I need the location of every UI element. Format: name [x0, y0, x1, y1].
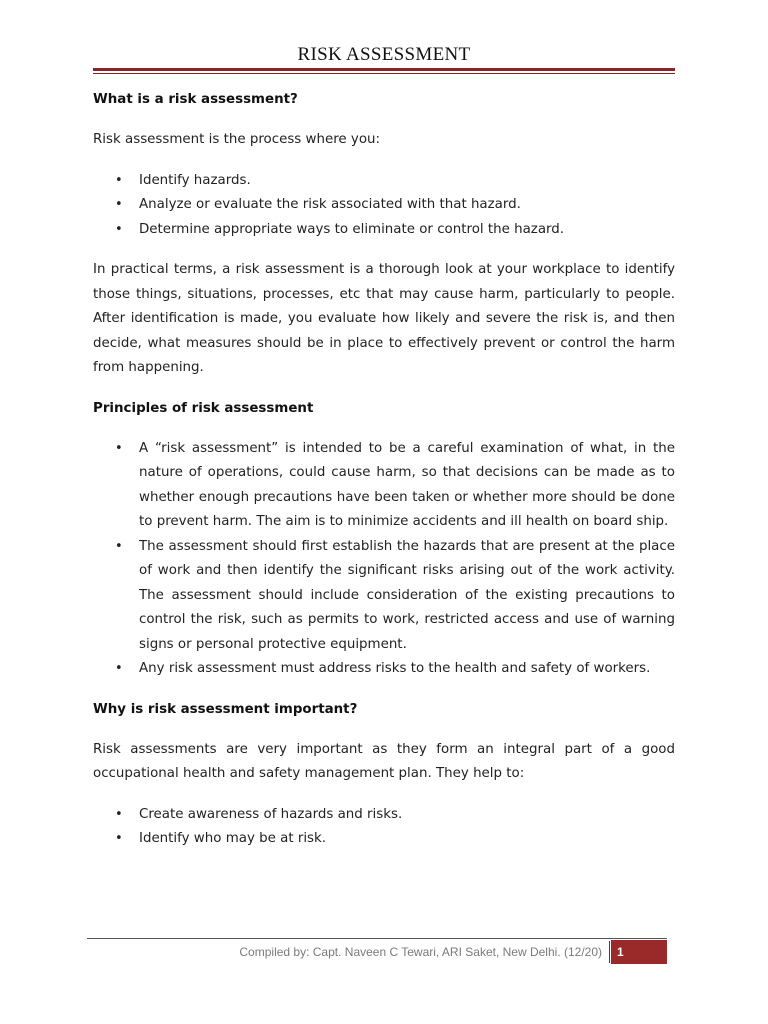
principles-list — [93, 437, 675, 682]
list-item: • Create awareness of hazards and risks. — [93, 803, 675, 828]
why-paragraph: Risk assessments are very important as they form an integral part of a good occupational health and safety management plan. They help to: — [93, 741, 675, 781]
list-item: • Analyze or evaluate the risk associated with that hazard. — [93, 193, 675, 218]
header-rule-thick — [93, 68, 675, 71]
list-item: • A “risk assessment” is intended to be a careful examination of what, in the nature of operations, could cause harm, so that decisions can be made as to whether enough precautions have been taken or whether more should be done to prevent harm. The aim is to minimize accidents and ill health on board ship. — [93, 437, 675, 535]
list-item: • Identify hazards. — [93, 169, 675, 194]
footer-text: Compiled by: Capt. Naveen C Tewari, ARI Saket, New Delhi. (12/20) — [239, 945, 602, 959]
footer-separator — [609, 941, 610, 963]
section-heading-principles: Principles of risk assessment — [93, 400, 314, 416]
benefits-list — [93, 803, 675, 852]
page-number: 1 — [611, 940, 667, 964]
section-heading-why: Why is risk assessment important? — [93, 701, 358, 717]
document-body — [93, 88, 675, 868]
list-item: • Determine appropriate ways to eliminate or control the hazard. — [93, 218, 675, 243]
list-item: • The assessment should first establish the hazards that are present at the place of work and then identify the significant risks arising out of the work activity. The assessment should include consideration of the existing precautions to control the risk, such as permits to work, restricted access and use of warning signs or personal protective equipment. — [93, 535, 675, 658]
process-list — [93, 169, 675, 243]
list-item: • Identify who may be at risk. — [93, 827, 675, 852]
header-rule-thin — [93, 73, 675, 74]
page-title: RISK ASSESSMENT — [297, 44, 471, 65]
footer-rule — [87, 938, 667, 939]
list-item: • Any risk assessment must address risks to the health and safety of workers. — [93, 657, 675, 682]
section-heading-what: What is a risk assessment? — [93, 92, 298, 107]
practical-paragraph: In practical terms, a risk assessment is a thorough look at your workplace to identify those things, situations, processes, etc that may cause harm, particularly to people. After identification is made, you evaluate how likely and severe the risk is, and then decide, what measures should be in place to effectively prevent or control the harm from happening. — [93, 262, 675, 375]
intro-text: Risk assessment is the process where you: — [93, 132, 381, 147]
